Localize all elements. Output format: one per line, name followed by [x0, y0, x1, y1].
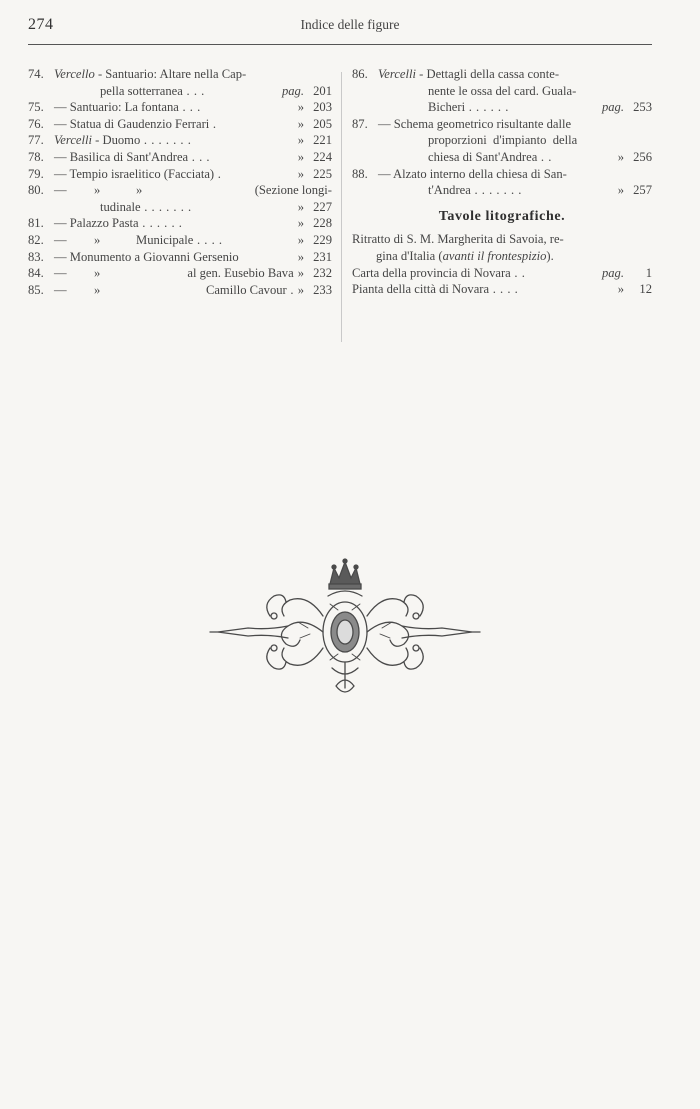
entry-number: 77.	[28, 133, 44, 148]
ditto-mark: »	[617, 149, 624, 164]
entry-number: 78.	[28, 149, 44, 164]
ditto-mark: »	[297, 266, 304, 281]
ditto-mark: »	[297, 116, 304, 131]
page-abbrev: pag.	[601, 265, 624, 280]
left-index-column	[28, 66, 332, 298]
page-ref: 257	[633, 183, 652, 198]
entry-number: 86.	[352, 67, 368, 81]
plate-title-continuation: gina d'Italia (	[376, 248, 443, 263]
entry-title-continuation: chiesa di Sant'Andrea	[428, 149, 538, 164]
entry-title: - Santuario: Altare nella Cap-	[94, 67, 247, 81]
entry-number: 88.	[352, 166, 368, 181]
ditto-mark: »	[94, 282, 101, 297]
ditto-mark: »	[94, 266, 101, 281]
ditto-mark: »	[297, 232, 304, 247]
index-entry-75	[28, 99, 332, 116]
page-abbrev: pag.	[281, 83, 304, 98]
entry-title: — Palazzo Pasta	[54, 216, 139, 231]
index-entry-81	[28, 215, 332, 232]
dash-mark: —	[54, 266, 67, 281]
index-entry-76	[28, 116, 332, 133]
index-entry-77	[28, 132, 332, 149]
ditto-mark: »	[297, 133, 304, 148]
page-ref: 256	[633, 149, 652, 164]
index-entry-82	[28, 232, 332, 249]
plate-title-end: ).	[546, 248, 554, 263]
entry-title-continuation: proporzioni d'impianto della	[428, 133, 578, 148]
dot-leader: .	[209, 116, 221, 131]
page-ref: 233	[313, 282, 332, 297]
entry-title: — Statua di Gaudenzio Ferrari	[54, 116, 210, 131]
entry-title: Municipale	[136, 232, 194, 247]
dot-leader: . .	[537, 149, 556, 164]
entry-title: — Tempio israelitico (Facciata)	[54, 166, 215, 181]
plate-title: Pianta della città di Novara	[352, 282, 490, 297]
entry-number: 83.	[28, 249, 44, 264]
plate-title: Carta della provincia di Novara	[352, 265, 511, 280]
dot-leader: . . . . . . .	[140, 199, 196, 214]
entry-title-continuation: t'Andrea	[428, 183, 471, 198]
entry-title-continuation: Bicheri	[428, 100, 466, 115]
entry-title-continuation: pella sotterranea	[100, 83, 183, 98]
index-entry-86	[352, 66, 652, 116]
page-ref: 232	[313, 266, 332, 281]
entry-title: Camillo Cavour	[205, 282, 287, 297]
entry-number: 85.	[28, 282, 44, 297]
index-entry-83	[28, 249, 332, 266]
entry-title: - Duomo	[92, 133, 141, 148]
ditto-mark: »	[297, 282, 304, 297]
index-entry-84	[28, 265, 332, 282]
ditto-mark: »	[617, 282, 624, 297]
entry-number: 87.	[352, 116, 368, 131]
index-entry-88	[352, 166, 652, 199]
plate-location-note: avanti il frontespizio	[442, 248, 547, 263]
ditto-mark: »	[617, 183, 624, 198]
dot-leader: . .	[510, 265, 530, 280]
dot-leader: . . . . . .	[138, 216, 187, 231]
dot-leader: . . . . . . .	[470, 183, 526, 198]
ditto-mark: »	[94, 232, 101, 247]
page-ref: 227	[313, 199, 332, 214]
entry-title: — Monumento a Giovanni Gersenio	[54, 249, 239, 264]
dash-mark: —	[54, 282, 67, 297]
page-ref: 1	[645, 265, 652, 280]
ditto-mark: »	[136, 183, 143, 198]
entry-number: 82.	[28, 232, 44, 247]
index-entry-80	[28, 182, 332, 215]
dash-mark: —	[54, 183, 67, 198]
dot-leader: .	[214, 166, 226, 181]
entry-title: — Santuario: La fontana	[54, 100, 179, 115]
entry-title: - Dettagli della cassa conte-	[416, 67, 560, 81]
page-ref: 225	[313, 166, 332, 181]
entry-place: Vercelli	[378, 67, 416, 81]
dot-leader: . . .	[182, 83, 209, 98]
page-ref: 201	[313, 83, 332, 98]
page-number: 274	[28, 16, 54, 33]
index-entry-78	[28, 149, 332, 166]
ditto-mark: »	[94, 183, 101, 198]
entry-title-continuation: nente le ossa del card. Guala-	[428, 83, 577, 98]
entry-title: — Alzato interno della chiesa di San-	[378, 166, 567, 181]
index-entry-87	[352, 116, 652, 166]
index-entry-79	[28, 166, 332, 183]
page-ref: 229	[313, 232, 332, 247]
entry-place: Vercelli	[54, 133, 92, 148]
ditto-mark: »	[297, 149, 304, 164]
dot-leader: . . .	[178, 100, 205, 115]
entry-number: 84.	[28, 266, 44, 281]
entry-place: Vercello	[54, 67, 95, 81]
column-divider	[341, 72, 342, 342]
dot-leader: . . . .	[489, 282, 522, 297]
page-ref: 224	[313, 149, 332, 164]
fleuron-crown-ornament-icon	[208, 556, 482, 706]
entry-number: 79.	[28, 166, 44, 181]
entry-number: 76.	[28, 116, 44, 131]
entry-number: 80.	[28, 183, 44, 198]
header-rule	[28, 44, 652, 45]
entry-number: 75.	[28, 100, 44, 115]
page-abbrev: pag.	[601, 100, 624, 115]
plate-entry-city-plan	[352, 281, 652, 298]
entry-title: (Sezione longi-	[254, 183, 332, 198]
ditto-mark: »	[297, 166, 304, 181]
entry-title-continuation: tudinale	[100, 199, 141, 214]
ditto-mark: »	[297, 216, 304, 231]
dot-leader: . . . . . . .	[140, 133, 196, 148]
entry-title: — Basilica di Sant'Andrea	[54, 149, 189, 164]
page-ref: 253	[633, 100, 652, 115]
right-index-column	[352, 66, 652, 298]
page-ref: 205	[313, 116, 332, 131]
page-ref: 203	[313, 100, 332, 115]
page-ref: 228	[313, 216, 332, 231]
index-entry-74	[28, 66, 332, 99]
page-ref: 231	[313, 249, 332, 264]
running-head: Indice delle figure	[300, 17, 400, 32]
page-ref: 221	[313, 133, 332, 148]
ditto-mark: »	[297, 100, 304, 115]
plate-entry-portrait	[352, 231, 652, 264]
entry-number: 81.	[28, 216, 44, 231]
entry-title: al gen. Eusebio Bava	[187, 266, 294, 281]
dot-leader: . . . . . .	[465, 100, 513, 115]
ditto-mark: »	[297, 199, 304, 214]
ditto-mark: »	[297, 249, 304, 264]
index-entry-85	[28, 282, 332, 299]
entry-number: 74.	[28, 67, 44, 81]
section-title: Tavole litografiche.	[438, 208, 566, 224]
dot-leader: . . .	[188, 149, 214, 164]
dot-leader: . . . .	[193, 232, 227, 247]
dash-mark: —	[54, 232, 67, 247]
dot-leader: .	[286, 282, 298, 297]
page-ref: 12	[639, 282, 652, 297]
entry-title: — Schema geometrico risultante dalle	[378, 116, 572, 131]
plate-entry-map-province	[352, 265, 652, 282]
plate-title: Ritratto di S. M. Margherita di Savoia, re-	[352, 232, 564, 247]
